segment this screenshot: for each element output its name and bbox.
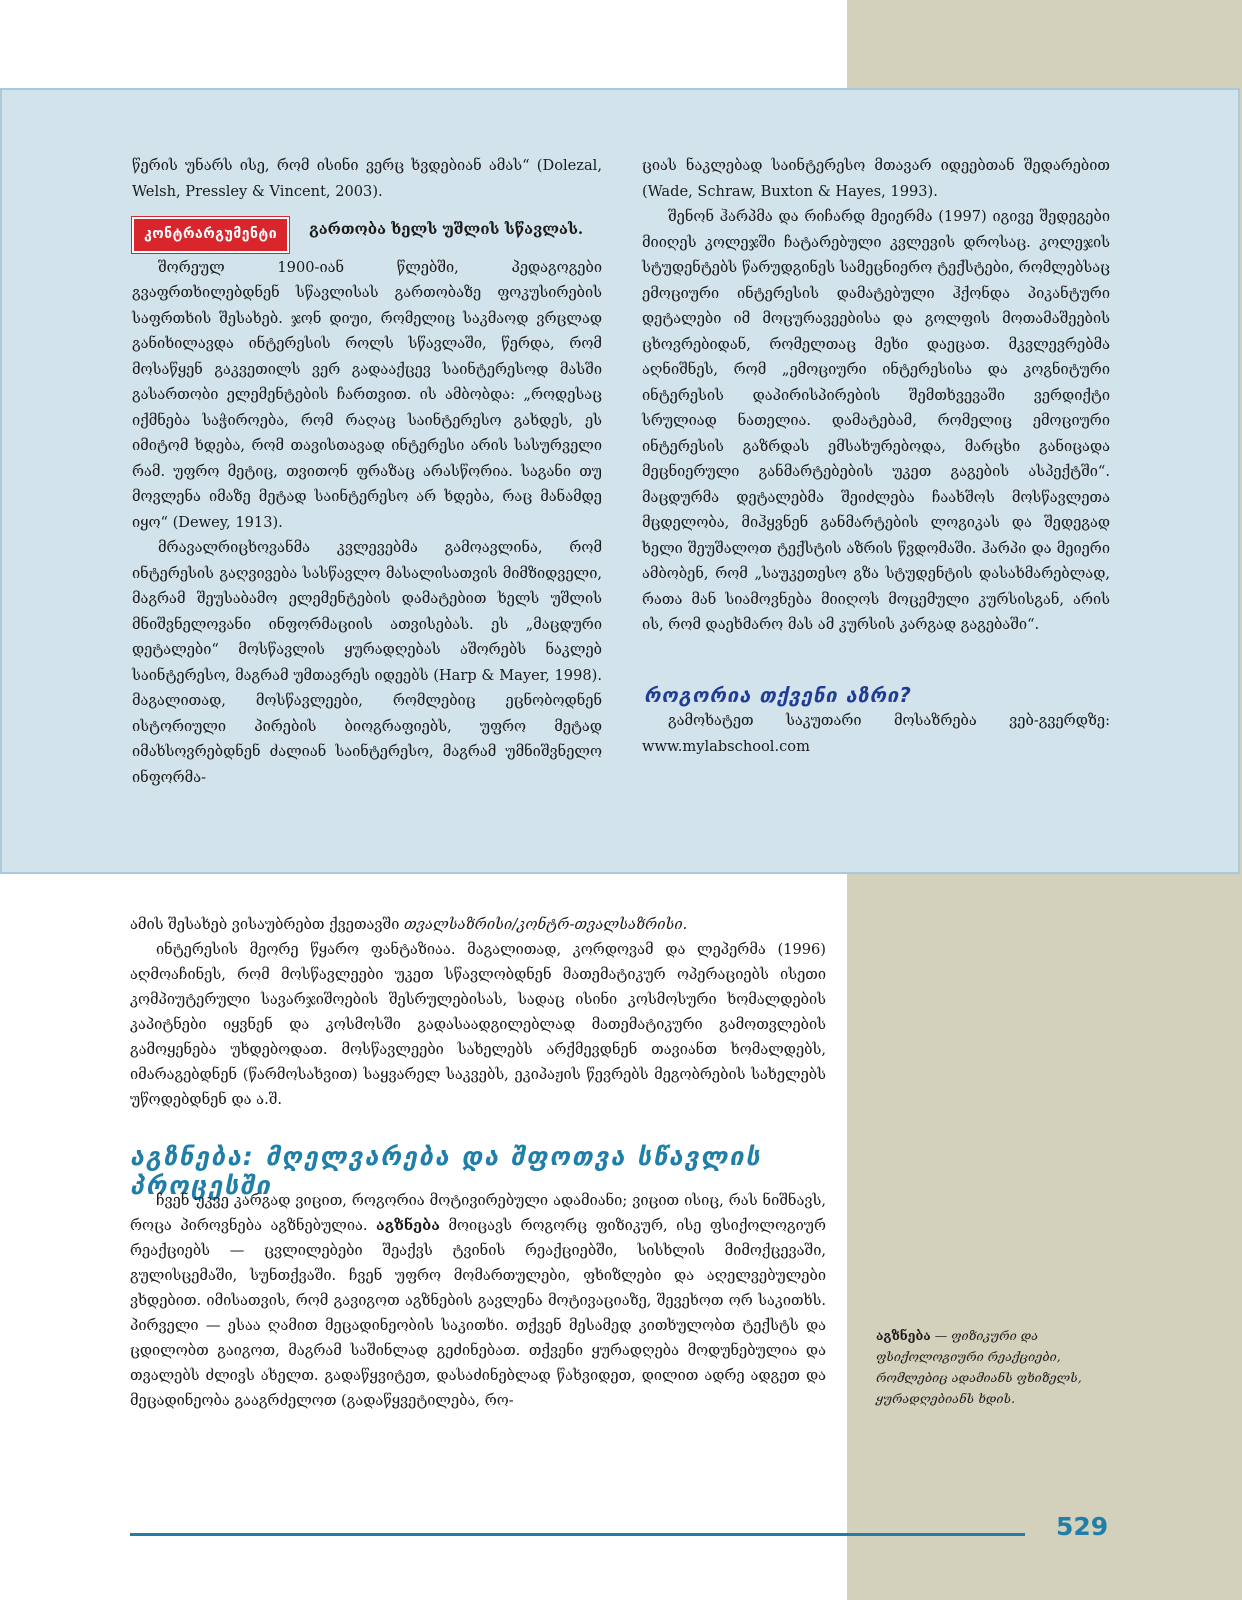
box-paragraph: შორეულ 1900-იან წლებში, პედაგოგები გვაფრთხილებდნენ სწავლისას გართობაზე ფოკუსირების საფრთხის შესახებ. ჯონ დიუი, რომელიც საკმაოდ ვრცლად განიხილავდა ინტერესის როლს სწავლაში, წერდა, რომ მოსაწყენ გაკვეთილს ვერ გადააქცევ საინტერესოდ მასში გასართობი ელემენტების ჩართვით. ის ამბობდა: „როდესაც იქმნება საჭიროება, რომ რაღაც საინტერესო გახდეს, ეს იმიტომ ხდება, რომ თავისთავად ინტერესი არის სასურველი რამ. უფრო მეტიც, თვითონ ფრაზაც არასწორია. საგანი თუ მოვლენა იმაზე მეტად საინტერესო არ ხდება, რაც მანამდე იყო“ (Dewey, 1913).	[132, 258, 602, 531]
footer-rule	[130, 1533, 1025, 1536]
body-text-bottom	[130, 1188, 826, 1413]
body-paragraph: ჩვენ უკვე კარგად ვიცით, როგორია მოტივირებული ადამიანი; ვიცით ისიც, რას ნიშნავს, როცა პიროვნება აგზნებულია. აგზნება მოიცავს როგორც ფიზიკურ, ისე ფსიქოლოგიურ რეაქციებს — ცვლილებები შეაქვს ტვინის რეაქციებში, სისხლის მიმოქცევაში, გულისცემაში, სუნთქვაში. ჩვენ უფრო მომართულები, ფხიზლები და აღელვებულები ვხდებით. იმისათვის, რომ გავიგოთ აგზნების გავლენა მოტივაციაზე, შევეხოთ ორ საკითხს. პირველი — ესაა ღამით მეცადინეობის საკითხი. თქვენ მესამედ კითხულობთ ტექსტს და ცდილობთ გაიგოთ, მაგრამ საშინლად გეძინებათ. თქვენი ყურადღება მოდუნებულია და თვალებს ძლივს ახელთ. გადაწყვიტეთ, დასაძინებლად წახვიდეთ, დილით ადრე ადგეთ და მეცადინეობა გააგრძელოთ (გადაწყვეტილება, რო-	[130, 1192, 826, 1409]
body-text-top	[130, 912, 826, 1112]
glossary-definition: — ფიზიკური და ფსიქოლოგიური რეაქციები, რომლებიც ადამიანს ფხიზელს, ყურადღებიანს ხდის.	[876, 1328, 1082, 1406]
page-number: 529	[1056, 1512, 1109, 1541]
box-left-column	[132, 153, 602, 790]
margin-glossary-note	[876, 1325, 1106, 1409]
box-paragraph: ციას ნაკლებად საინტერესო მთავარ იდეებთან შედარებით (Wade, Schraw, Buxton & Hayes, 1993).	[642, 157, 1110, 200]
box-paragraph: წერის უნარს ისე, რომ ისინი ვერც ხვდებიან ამას“ (Dolezal, Welsh, Pressley & Vincent, 2003).	[132, 157, 602, 200]
opinion-text: გამოხატეთ საკუთარი მოსაზრება ვებ-გვერდზე: www.mylabschool.com	[642, 712, 1110, 755]
point-counterpoint-box	[0, 88, 1240, 874]
opinion-heading: როგორია თქვენი აზრი?	[644, 682, 912, 707]
counterargument-header	[132, 217, 602, 253]
glossary-term: აგზნება	[876, 1328, 931, 1343]
box-paragraph: შენონ ჰარპმა და რიჩარდ მეიერმა (1997) იგივე შედეგები მიიღეს კოლეჯში ჩატარებული კვლევის დროსაც. კოლეჯის სტუდენტებს წარუდგინეს სამეცნიერო ტექსტები, რომლებსაც ემოციური ინტერესის დამატებული ჰქონდა პიკანტური დეტალები იმ მოცურავეებისა და გოლფის მოთამაშეების ცხოვრებიდან, რომელთაც მეხი დაეცათ. მკვლევრებმა აღნიშნეს, რომ „ემოციური ინტერესისა და კოგნიტური ინტერესის დაპირისპირების შემთხვევაში ვერდიქტი სრულიად ნათელია. დამატებამ, რომელიც ემოციური ინტერესის გაზრდას ემსახურებოდა, მარცხი განიცადა მეცნიერული განმარტებების უკეთ გაგების ასპექტში“. მაცდურმა დეტალებმა შეიძლება ჩაახშოს მოსწავლეთა მცდელობა, მიჰყვნენ განმარტების ლოგიკას და შედეგად ხელი შეუშალოთ ტექსტის აზრის წვდომაში. ჰარპი და მეიერი ამბობენ, რომ „საუკეთესო გზა სტუდენტის დასახმარებლად, რათა მან სიამოვნება მიიღოს მოცემული კურსისგან, არის ის, რომ დაეხმარო მას ამ კურსის კარგად გაგებაში“.	[642, 208, 1110, 633]
counterargument-badge: კონტრარგუმენტი	[132, 217, 289, 253]
body-paragraph: ამის შესახებ ვისაუბრებთ ქვეთავში თვალსაზრისი/კონტრ-თვალსაზრისი.	[130, 916, 688, 933]
box-right-column	[642, 153, 1110, 759]
box-paragraph: მრავალრიცხოვანმა კვლევებმა გამოავლინა, რომ ინტერესის გაღვივება სასწავლო მასალისათვის მიმზიდველი, მაგრამ შეუსაბამო ელემენტების დამატებით ხელს უშლის მნიშვნელოვანი ინფორმაციის ათვისებას. ეს „მაცდური დეტალები“ მოსწავლის ყურადღებას აშორებს ნაკლებ საინტერესო, მაგრამ უმთავრეს იდეებს (Harp & Mayer, 1998). მაგალითად, მოსწავლეები, რომლებიც ეცნობოდნენ ისტორიული პირების ბიოგრაფიებს, უფრო მეტად იმახსოვრებდნენ ძალიან საინტერესო, მაგრამ უმნიშვნელო ინფორმა-	[132, 539, 602, 786]
body-paragraph: ინტერესის მეორე წყარო ფანტაზიაა. მაგალითად, კორდოვამ და ლეპერმა (1996) აღმოაჩინეს, რომ მოსწავლეები უკეთ სწავლობდნენ მათემატიკურ ოპერაციებს ისეთი კომპიუტერული სავარჯიშოების შესრულებისას, სადაც ისინი კოსმოსური ხომალდების კაპიტნები იყვნენ და კოსმოსში გადასაადგილებლად მათემატიკური გამოთვლების გამოყენება უხდებოდათ. მოსწავლეები სახელებს არქმევდნენ თავიანთ ხომალდებს, იმარაგებდნენ (წარმოსახვით) საყვარელ საკვებს, ეკიპაჟის წევრებს მეგობრების სახელებს უწოდებდნენ და ა.შ.	[130, 941, 826, 1108]
counterargument-title: გართობა ხელს უშლის სწავლას.	[309, 220, 584, 238]
section-heading: აგზნება: მღელვარება და შფოთვა სწავლის პროცესში	[130, 1142, 762, 1200]
